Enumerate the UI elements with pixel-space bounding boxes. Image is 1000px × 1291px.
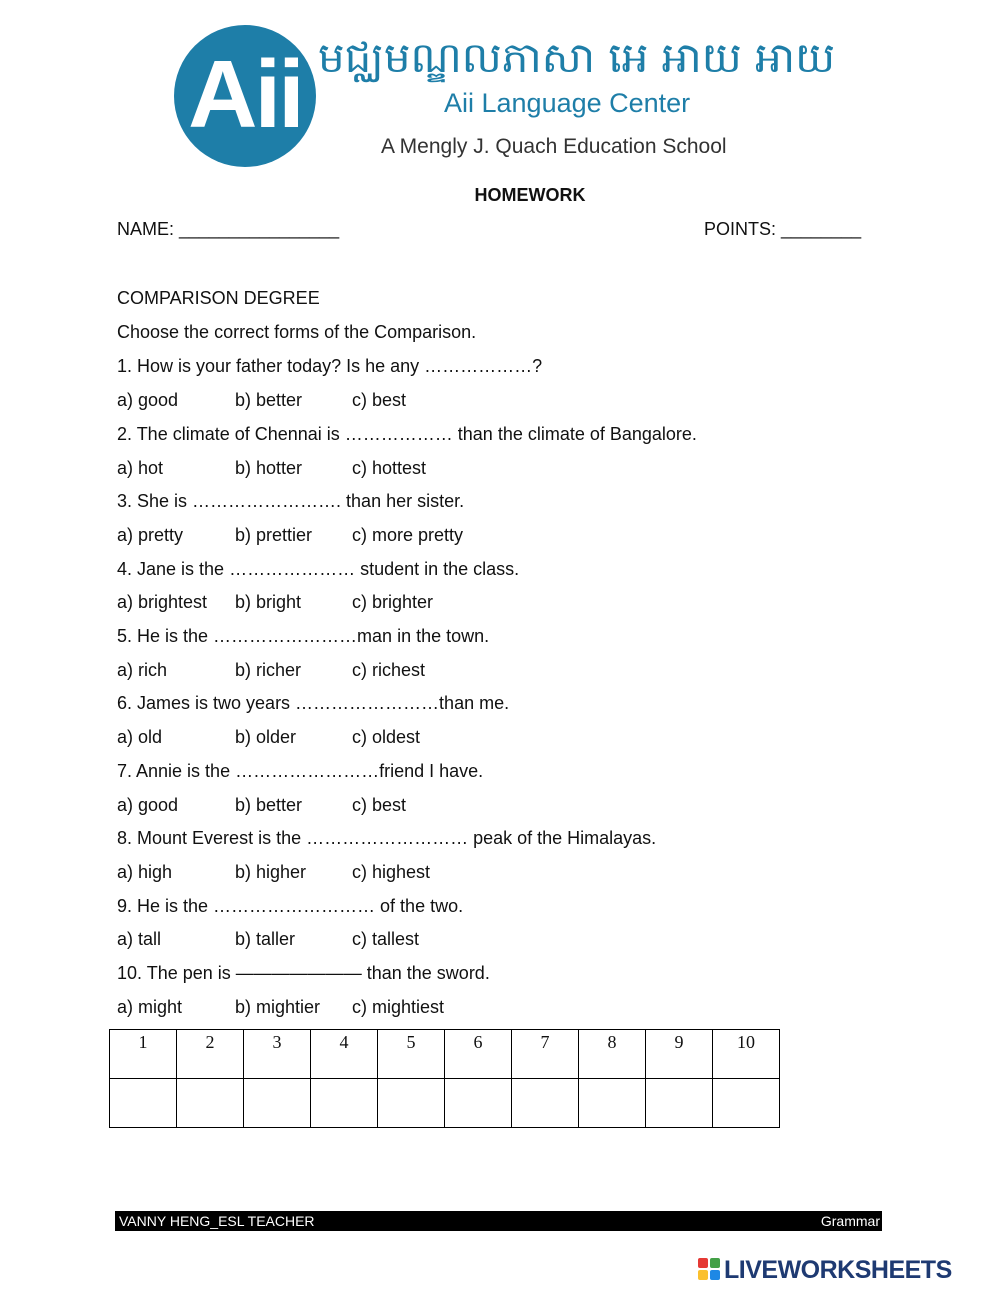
question-8: 8. Mount Everest is the ……………………… peak of the Himalayas. <box>117 828 657 848</box>
option-c[interactable]: c) best <box>352 795 407 815</box>
question-5: 5. He is the ……………………man in the town. <box>117 626 490 646</box>
answer-header-3: 3 <box>244 1030 311 1079</box>
option-c[interactable]: c) mightiest <box>352 997 445 1017</box>
option-b[interactable]: b) taller <box>235 929 296 949</box>
option-a[interactable]: a) pretty <box>117 525 184 545</box>
option-c[interactable]: c) highest <box>352 862 431 882</box>
answer-cell-3[interactable] <box>244 1079 311 1128</box>
answer-cell-5[interactable] <box>378 1079 445 1128</box>
square-yellow <box>698 1270 708 1280</box>
answer-cell-4[interactable] <box>311 1079 378 1128</box>
section-title: COMPARISON DEGREE <box>117 288 320 308</box>
answer-header-6: 6 <box>445 1030 512 1079</box>
answer-table-header-row <box>110 1030 780 1079</box>
square-red <box>698 1258 708 1268</box>
footer-subject: Grammar <box>820 1213 880 1229</box>
liveworksheets-squares-icon <box>698 1258 722 1282</box>
center-name: Aii Language Center <box>444 88 691 118</box>
points-field[interactable]: POINTS: ________ <box>704 219 862 239</box>
option-a[interactable]: a) tall <box>117 929 162 949</box>
instructions: Choose the correct forms of the Comparison. <box>117 322 477 342</box>
option-b[interactable]: b) prettier <box>235 525 313 545</box>
homework-title: HOMEWORK <box>474 185 586 205</box>
option-c[interactable]: c) hottest <box>352 458 427 478</box>
footer-teacher: VANNY HENG_ESL TEACHER <box>119 1213 315 1229</box>
question-1: 1. How is your father today? Is he any ………………? <box>117 356 543 376</box>
answer-cell-9[interactable] <box>646 1079 713 1128</box>
option-c[interactable]: c) tallest <box>352 929 420 949</box>
question-3: 3. She is ……………………. than her sister. <box>117 491 465 511</box>
question-10: 10. The pen is ——————— than the sword. <box>117 963 490 983</box>
answer-header-10: 10 <box>713 1030 780 1079</box>
answer-table <box>109 1029 780 1128</box>
answer-header-8: 8 <box>579 1030 646 1079</box>
option-b[interactable]: b) better <box>235 390 303 410</box>
answer-cell-7[interactable] <box>512 1079 579 1128</box>
question-6: 6. James is two years ……………………than me. <box>117 693 510 713</box>
option-b[interactable]: b) hotter <box>235 458 303 478</box>
footer-bar <box>115 1211 882 1231</box>
school-logo <box>174 25 316 167</box>
answer-cell-8[interactable] <box>579 1079 646 1128</box>
option-c[interactable]: c) more pretty <box>352 525 464 545</box>
question-9: 9. He is the ……………………… of the two. <box>117 896 464 916</box>
option-b[interactable]: b) mightier <box>235 997 321 1017</box>
khmer-school-name: មជ្ឈមណ្ឌលភាសា អេ អាយ អាយ <box>318 33 836 82</box>
answer-cell-2[interactable] <box>177 1079 244 1128</box>
option-a[interactable]: a) old <box>117 727 163 747</box>
option-a[interactable]: a) brightest <box>117 592 208 612</box>
school-subtitle: A Mengly J. Quach Education School <box>381 135 727 158</box>
option-a[interactable]: a) high <box>117 862 173 882</box>
question-4: 4. Jane is the ………………… student in the class. <box>117 559 520 579</box>
logo-letters: Aii <box>188 41 302 148</box>
option-c[interactable]: c) brighter <box>352 592 434 612</box>
option-a[interactable]: a) hot <box>117 458 164 478</box>
liveworksheets-text: LIVEWORKSHEETS <box>724 1256 952 1284</box>
option-c[interactable]: c) best <box>352 390 407 410</box>
option-b[interactable]: b) higher <box>235 862 307 882</box>
option-a[interactable]: a) good <box>117 390 179 410</box>
answer-header-2: 2 <box>177 1030 244 1079</box>
answer-header-1: 1 <box>110 1030 177 1079</box>
option-a[interactable]: a) good <box>117 795 179 815</box>
option-a[interactable]: a) rich <box>117 660 168 680</box>
square-green <box>710 1258 720 1268</box>
answer-header-4: 4 <box>311 1030 378 1079</box>
name-field[interactable]: NAME: ________________ <box>117 219 340 239</box>
answer-header-5: 5 <box>378 1030 445 1079</box>
answer-cell-1[interactable] <box>110 1079 177 1128</box>
answer-cell-6[interactable] <box>445 1079 512 1128</box>
option-a[interactable]: a) might <box>117 997 183 1017</box>
square-blue <box>710 1270 720 1280</box>
option-b[interactable]: b) older <box>235 727 297 747</box>
answer-table-input-row <box>110 1079 780 1128</box>
option-b[interactable]: b) better <box>235 795 303 815</box>
question-2: 2. The climate of Chennai is ……………… than the climate of Bangalore. <box>117 424 697 444</box>
question-7: 7. Annie is the ……………………friend I have. <box>117 761 484 781</box>
option-b[interactable]: b) bright <box>235 592 302 612</box>
answer-header-9: 9 <box>646 1030 713 1079</box>
option-c[interactable]: c) richest <box>352 660 426 680</box>
option-b[interactable]: b) richer <box>235 660 302 680</box>
answer-cell-10[interactable] <box>713 1079 780 1128</box>
answer-header-7: 7 <box>512 1030 579 1079</box>
option-c[interactable]: c) oldest <box>352 727 421 747</box>
